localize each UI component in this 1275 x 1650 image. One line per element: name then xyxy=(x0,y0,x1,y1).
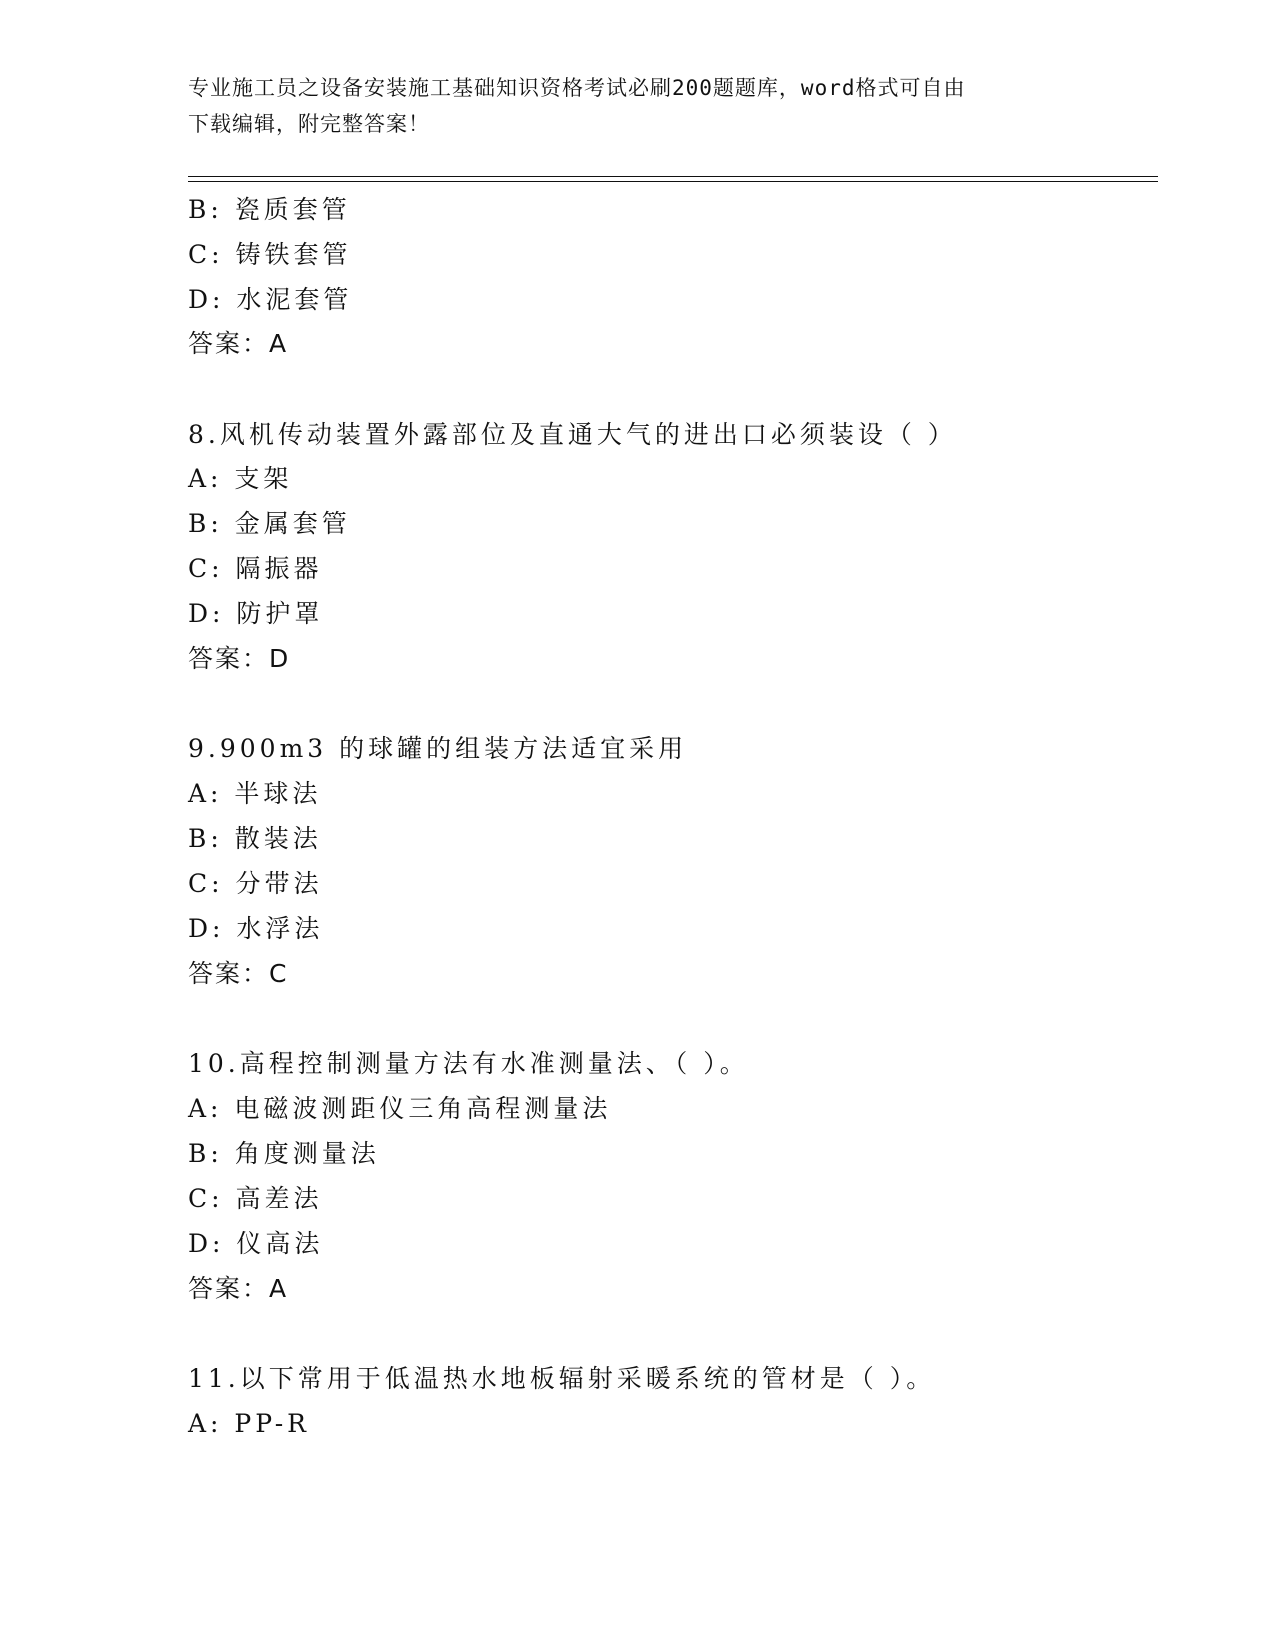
q8-option-a: A: 支架 xyxy=(188,464,293,493)
q9-option-d: D: 水浮法 xyxy=(188,914,324,943)
q10-option-a: A: 电磁波测距仪三角高程测量法 xyxy=(188,1094,612,1123)
q9-option-c: C: 分带法 xyxy=(188,869,323,898)
q8-stem: 8.风机传动装置外露部位及直通大气的进出口必须装设（ ） xyxy=(188,420,957,449)
q9-stem: 9.900m3 的球罐的组装方法适宜采用 xyxy=(188,734,688,763)
q7-option-b: B: 瓷质套管 xyxy=(188,195,351,224)
document-header xyxy=(188,70,1068,142)
q7-option-c: C: 铸铁套管 xyxy=(188,240,352,269)
header-divider-top xyxy=(188,176,1158,177)
q10-stem: 10.高程控制测量方法有水准测量法、（ ）。 xyxy=(188,1049,749,1078)
header-divider-bottom xyxy=(188,181,1158,182)
q10-option-b: B: 角度测量法 xyxy=(188,1139,380,1168)
header-title-line-1: 专业施工员之设备安装施工基础知识资格考试必刷200题题库，word格式可自由 xyxy=(188,76,966,100)
q9-option-a: A: 半球法 xyxy=(188,779,322,808)
q8-option-c: C: 隔振器 xyxy=(188,554,323,583)
q10-option-c: C: 高差法 xyxy=(188,1184,323,1213)
q7-answer: 答案：A xyxy=(188,329,289,358)
q10-answer: 答案：A xyxy=(188,1274,289,1303)
q8-option-b: B: 金属套管 xyxy=(188,509,351,538)
header-title-line-2: 下载编辑，附完整答案！ xyxy=(188,112,430,136)
q10-option-d: D: 仪高法 xyxy=(188,1229,324,1258)
q7-option-d: D: 水泥套管 xyxy=(188,285,353,314)
q11-stem: 11.以下常用于低温热水地板辐射采暖系统的管材是（ ）。 xyxy=(188,1364,936,1393)
q9-answer: 答案：C xyxy=(188,959,289,988)
q8-answer: 答案：D xyxy=(188,644,291,673)
q9-option-b: B: 散装法 xyxy=(188,824,322,853)
q11-option-a: A: PP-R xyxy=(188,1409,310,1438)
q8-option-d: D: 防护罩 xyxy=(188,599,324,628)
